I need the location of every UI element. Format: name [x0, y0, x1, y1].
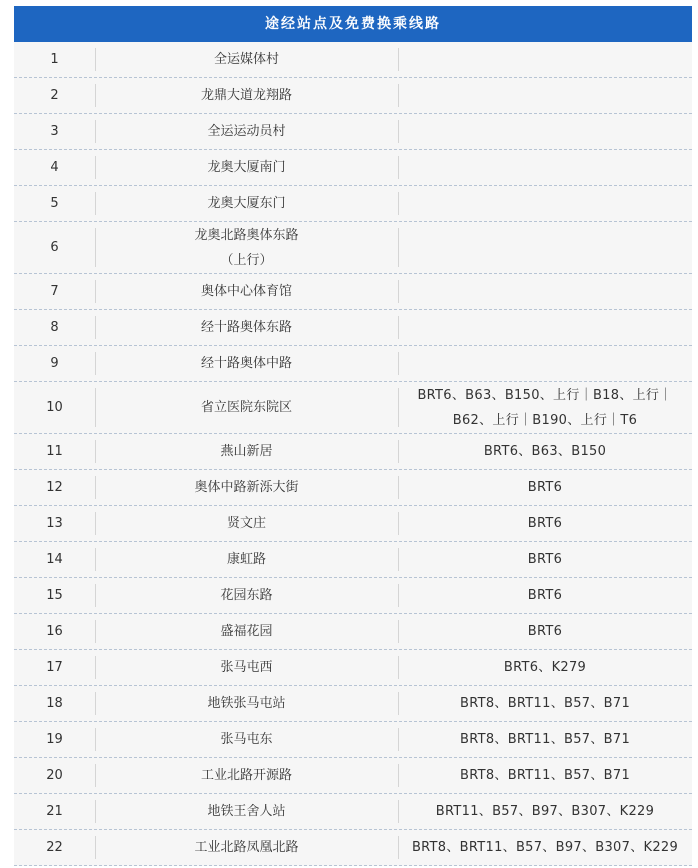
column-divider [398, 656, 399, 679]
column-divider [95, 800, 96, 823]
table-row [14, 114, 692, 150]
column-divider [398, 584, 399, 607]
column-divider [398, 800, 399, 823]
column-divider [398, 316, 399, 339]
station-name: 贤文庄 [226, 516, 266, 531]
station-number: 14 [46, 552, 63, 567]
station-number: 5 [50, 196, 59, 211]
table-row [14, 578, 692, 614]
transfer-lines: BRT6、K279 [503, 660, 587, 675]
station-name: 省立医院东院区 [200, 400, 292, 415]
table-row [14, 614, 692, 650]
column-divider [95, 280, 96, 303]
column-divider [398, 476, 399, 499]
column-divider [398, 548, 399, 571]
table-row [14, 382, 692, 434]
station-name: 龙鼎大道龙翔路 [200, 88, 292, 103]
column-divider [95, 84, 96, 107]
column-divider [398, 512, 399, 535]
station-number: 6 [50, 240, 59, 255]
station-number: 22 [46, 840, 63, 855]
column-divider [95, 692, 96, 715]
station-number: 9 [50, 356, 59, 371]
table-row [14, 794, 692, 830]
column-divider [95, 316, 96, 339]
table-row [14, 758, 692, 794]
station-number: 21 [46, 804, 63, 819]
transfer-lines: BRT6、B63、B150、上行｜B18、上行｜B62、上行｜B190、上行｜T6 [417, 387, 673, 428]
transfer-lines: BRT8、BRT11、B57、B71 [459, 768, 631, 783]
column-divider [95, 228, 96, 267]
transfer-lines [398, 222, 692, 273]
column-divider [95, 548, 96, 571]
station-number: 19 [46, 732, 63, 747]
station-number: 8 [50, 320, 59, 335]
station-name: 盛福花园 [220, 624, 273, 639]
column-divider [398, 120, 399, 143]
transfer-lines [398, 186, 692, 221]
column-divider [95, 656, 96, 679]
transfer-lines: BRT8、BRT11、B57、B97、B307、K229 [411, 840, 679, 855]
column-divider [95, 440, 96, 463]
station-name: 经十路奥体中路 [200, 356, 292, 371]
table-row [14, 542, 692, 578]
station-name: 奥体中心体育馆 [200, 284, 292, 299]
column-divider [398, 352, 399, 375]
column-divider [398, 764, 399, 787]
transfer-lines: BRT6 [527, 516, 563, 531]
transfer-lines: BRT8、BRT11、B57、B71 [459, 696, 631, 711]
table-row [14, 310, 692, 346]
column-divider [398, 388, 399, 427]
station-name: 龙奥大厦南门 [207, 160, 286, 175]
table-row [14, 186, 692, 222]
column-divider [95, 764, 96, 787]
station-name: 燕山新居 [220, 444, 273, 459]
station-number: 2 [50, 88, 59, 103]
table-row [14, 42, 692, 78]
transfer-lines: BRT6 [527, 624, 563, 639]
transfer-lines [398, 274, 692, 309]
table-row [14, 686, 692, 722]
station-number: 4 [50, 160, 59, 175]
station-number: 16 [46, 624, 63, 639]
transfer-lines: BRT6 [527, 480, 563, 495]
column-divider [398, 228, 399, 267]
table-title: 途经站点及免费换乘线路 [14, 6, 692, 42]
station-name: 龙奥大厦东门 [207, 196, 286, 211]
transfer-lines: BRT6 [527, 552, 563, 567]
column-divider [95, 192, 96, 215]
station-name: 奥体中路新泺大街 [194, 480, 299, 495]
station-number: 20 [46, 768, 63, 783]
table-row [14, 470, 692, 506]
column-divider [398, 84, 399, 107]
station-table [14, 42, 692, 866]
column-divider [398, 836, 399, 859]
column-divider [95, 620, 96, 643]
station-number: 11 [46, 444, 63, 459]
station-number: 18 [46, 696, 63, 711]
station-name: 龙奥北路奥体东路 （上行） [194, 227, 299, 268]
column-divider [95, 48, 96, 71]
column-divider [398, 620, 399, 643]
column-divider [398, 692, 399, 715]
station-number: 13 [46, 516, 63, 531]
table-row [14, 274, 692, 310]
column-divider [95, 584, 96, 607]
transfer-lines [398, 310, 692, 345]
column-divider [398, 728, 399, 751]
transfer-lines: BRT8、BRT11、B57、B71 [459, 732, 631, 747]
station-number: 17 [46, 660, 63, 675]
station-number: 15 [46, 588, 63, 603]
station-name: 全运运动员村 [207, 124, 286, 139]
table-row [14, 506, 692, 542]
column-divider [398, 280, 399, 303]
column-divider [95, 388, 96, 427]
station-name: 地铁王舍人站 [207, 804, 286, 819]
table-row [14, 150, 692, 186]
table-row [14, 722, 692, 758]
station-number: 12 [46, 480, 63, 495]
station-name: 地铁张马屯站 [207, 696, 286, 711]
station-number: 1 [50, 52, 59, 67]
column-divider [95, 836, 96, 859]
transfer-lines: BRT6、B63、B150 [483, 444, 607, 459]
station-name: 张马屯东 [220, 732, 273, 747]
table-row [14, 830, 692, 866]
column-divider [95, 512, 96, 535]
station-number: 7 [50, 284, 59, 299]
station-name: 康虹路 [226, 552, 266, 567]
station-name: 全运媒体村 [213, 52, 279, 67]
column-divider [398, 192, 399, 215]
table-row [14, 434, 692, 470]
station-name: 工业北路凤凰北路 [194, 840, 299, 855]
transfer-lines: BRT6 [527, 588, 563, 603]
transfer-lines [398, 150, 692, 185]
transfer-lines [398, 78, 692, 113]
column-divider [398, 48, 399, 71]
transfer-lines [398, 346, 692, 381]
station-name: 张马屯西 [220, 660, 273, 675]
table-row [14, 222, 692, 274]
column-divider [398, 156, 399, 179]
station-number: 10 [46, 400, 63, 415]
column-divider [95, 120, 96, 143]
column-divider [95, 156, 96, 179]
column-divider [95, 352, 96, 375]
table-row [14, 78, 692, 114]
station-name: 工业北路开源路 [200, 768, 292, 783]
column-divider [95, 476, 96, 499]
transfer-lines: BRT11、B57、B97、B307、K229 [435, 804, 655, 819]
column-divider [398, 440, 399, 463]
table-row [14, 650, 692, 686]
transfer-lines [398, 114, 692, 149]
station-name: 花园东路 [220, 588, 273, 603]
table-row [14, 346, 692, 382]
column-divider [95, 728, 96, 751]
transfer-lines [398, 42, 692, 77]
station-number: 3 [50, 124, 59, 139]
station-name: 经十路奥体东路 [200, 320, 292, 335]
